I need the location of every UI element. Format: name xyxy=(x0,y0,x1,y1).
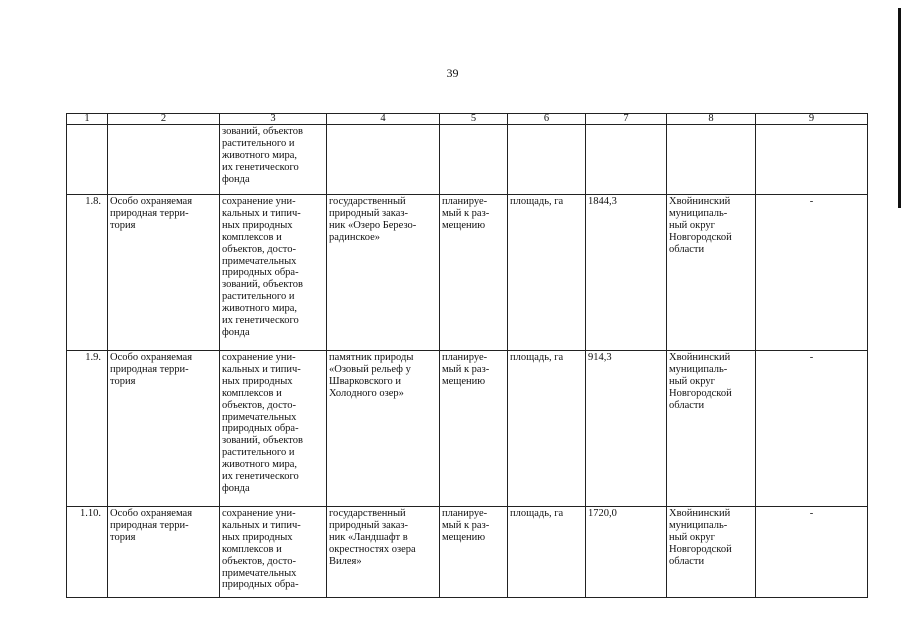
text-line: Новгородской xyxy=(669,543,732,555)
text-line: животного мира, xyxy=(222,459,298,471)
text-line: природная терри- xyxy=(110,519,189,531)
text-line: сохранение уни- xyxy=(222,352,296,363)
cell-purpose xyxy=(220,507,327,598)
text-line: планируе- xyxy=(442,508,488,519)
table-row-continuation xyxy=(67,125,868,195)
text-line: области xyxy=(669,243,705,255)
text-line: Хвойнинский xyxy=(669,196,731,207)
cell-name xyxy=(327,125,440,195)
text-line: государственный xyxy=(329,196,406,207)
text-line: зований, объектов xyxy=(222,279,303,291)
text-line: Особо охраняемая xyxy=(110,508,193,519)
text-line: планируе- xyxy=(442,352,488,363)
text-line: фонда xyxy=(222,326,250,338)
text-line: государственный xyxy=(329,508,406,519)
text-line: фонда xyxy=(222,173,250,185)
text-line: животного мира, xyxy=(222,149,298,161)
text-line: природных обра- xyxy=(222,579,299,591)
column-header: 2 xyxy=(108,114,220,125)
cell-purpose xyxy=(220,351,327,507)
cell-col9: - xyxy=(756,195,868,351)
cell-col9: - xyxy=(756,507,868,598)
text-line: их генетического xyxy=(222,161,299,173)
text-line: ник «Ландшафт в xyxy=(329,531,408,543)
text-line: муниципаль- xyxy=(669,519,728,531)
cell-value xyxy=(586,125,667,195)
text-line: зований, объектов xyxy=(222,435,303,447)
text-line: природный заказ- xyxy=(329,519,409,531)
text-line: радинское» xyxy=(329,231,381,243)
cell-num: 1.8. xyxy=(67,195,108,351)
cell-value: 1720,0 xyxy=(586,507,667,598)
text-line: тория xyxy=(110,531,136,543)
text-line: комплексов и xyxy=(222,543,282,555)
cell-purpose xyxy=(220,125,327,195)
cell-param xyxy=(508,125,586,195)
cell-name xyxy=(327,351,440,507)
text-line: Новгородской xyxy=(669,231,732,243)
cell-num xyxy=(67,125,108,195)
text-line: природных обра- xyxy=(222,267,299,279)
text-line: их генетического xyxy=(222,315,299,327)
page-edge-bar xyxy=(898,8,901,208)
text-line: зований, объектов xyxy=(222,126,303,137)
text-line: примечательных xyxy=(222,411,297,423)
text-line: мый к раз- xyxy=(442,519,490,531)
cell-value: 1844,3 xyxy=(586,195,667,351)
cell-status xyxy=(440,351,508,507)
cell-value: 914,3 xyxy=(586,351,667,507)
cell-param: площадь, га xyxy=(508,351,586,507)
text-line: примечательных xyxy=(222,567,297,579)
text-line: растительного и xyxy=(222,447,295,459)
cell-name xyxy=(327,507,440,598)
text-line: Новгородской xyxy=(669,387,732,399)
cell-location xyxy=(667,195,756,351)
cell-status xyxy=(440,507,508,598)
text-line: Хвойнинский xyxy=(669,508,731,519)
cell-num: 1.9. xyxy=(67,351,108,507)
cell-name xyxy=(327,195,440,351)
text-line: ных природных xyxy=(222,375,293,387)
table-row xyxy=(67,351,868,507)
table-row xyxy=(67,195,868,351)
text-line: комплексов и xyxy=(222,387,282,399)
column-header: 6 xyxy=(508,114,586,125)
text-line: тория xyxy=(110,219,136,231)
text-line: природных обра- xyxy=(222,423,299,435)
text-line: мещению xyxy=(442,531,486,543)
cell-type xyxy=(108,125,220,195)
text-line: Особо охраняемая xyxy=(110,196,193,207)
text-line: ник «Озеро Березо- xyxy=(329,219,417,231)
text-line: окрестностях озера xyxy=(329,543,416,555)
column-header: 7 xyxy=(586,114,667,125)
text-line: муниципаль- xyxy=(669,207,728,219)
text-line: кальных и типич- xyxy=(222,363,301,375)
column-header: 8 xyxy=(667,114,756,125)
cell-location xyxy=(667,351,756,507)
text-line: кальных и типич- xyxy=(222,519,301,531)
cell-col9 xyxy=(756,125,868,195)
text-line: природная терри- xyxy=(110,363,189,375)
text-line: ных природных xyxy=(222,219,293,231)
column-number-header xyxy=(67,114,868,125)
cell-num: 1.10. xyxy=(67,507,108,598)
text-line: ный округ xyxy=(669,375,715,387)
text-line: Вилея» xyxy=(329,555,362,567)
cell-type xyxy=(108,507,220,598)
cell-col9: - xyxy=(756,351,868,507)
text-line: планируе- xyxy=(442,196,488,207)
text-line: памятник природы xyxy=(329,352,414,363)
text-line: области xyxy=(669,555,705,567)
column-header: 1 xyxy=(67,114,108,125)
column-header: 9 xyxy=(756,114,868,125)
table-row xyxy=(67,507,868,598)
text-line: объектов, досто- xyxy=(222,243,297,255)
text-line: Шварковского и xyxy=(329,375,402,387)
text-line: кальных и типич- xyxy=(222,207,301,219)
page-number: 39 xyxy=(446,66,459,80)
text-line: мый к раз- xyxy=(442,363,490,375)
text-line: ных природных xyxy=(222,531,293,543)
cell-param: площадь, га xyxy=(508,195,586,351)
text-line: объектов, досто- xyxy=(222,399,297,411)
column-header: 3 xyxy=(220,114,327,125)
text-line: сохранение уни- xyxy=(222,508,296,519)
text-line: фонда xyxy=(222,482,250,494)
text-line: области xyxy=(669,399,705,411)
text-line: Особо охраняемая xyxy=(110,352,193,363)
text-line: их генетического xyxy=(222,471,299,483)
text-line: Хвойнинский xyxy=(669,352,731,363)
text-line: сохранение уни- xyxy=(222,196,296,207)
text-line: примечательных xyxy=(222,255,297,267)
column-header: 4 xyxy=(327,114,440,125)
text-line: природная терри- xyxy=(110,207,189,219)
text-line: муниципаль- xyxy=(669,363,728,375)
text-line: ный округ xyxy=(669,531,715,543)
text-line: мый к раз- xyxy=(442,207,490,219)
text-line: мещению xyxy=(442,219,486,231)
text-line: «Озовый рельеф у xyxy=(329,363,411,375)
cell-type xyxy=(108,195,220,351)
cell-param: площадь, га xyxy=(508,507,586,598)
text-line: растительного и xyxy=(222,291,295,303)
text-line: ный округ xyxy=(669,219,715,231)
text-line: природный заказ- xyxy=(329,207,409,219)
text-line: комплексов и xyxy=(222,231,282,243)
text-line: тория xyxy=(110,375,136,387)
text-line: растительного и xyxy=(222,137,295,149)
text-line: животного мира, xyxy=(222,303,298,315)
cell-type xyxy=(108,351,220,507)
text-line: мещению xyxy=(442,375,486,387)
cell-location xyxy=(667,507,756,598)
text-line: Холодного озер» xyxy=(329,387,404,399)
cell-location xyxy=(667,125,756,195)
document-table xyxy=(66,113,868,598)
cell-status xyxy=(440,125,508,195)
text-line: объектов, досто- xyxy=(222,555,297,567)
column-header: 5 xyxy=(440,114,508,125)
cell-status xyxy=(440,195,508,351)
cell-purpose xyxy=(220,195,327,351)
